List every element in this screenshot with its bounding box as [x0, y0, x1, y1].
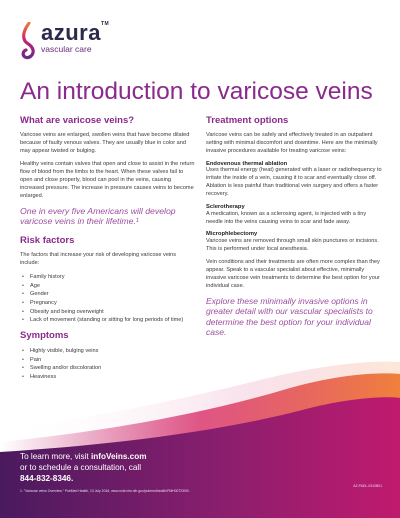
header: [20, 22, 109, 60]
footnote: 1. "Varicose veins Overview." PubMed Health, 13 July 2016, www.ncbi.nlm.nih.gov/pubmedhealth/PMH0072309/.: [20, 489, 190, 493]
right-column: [206, 111, 382, 346]
brand-tagline: vascular care: [41, 44, 92, 54]
document-code: AZ-PADL-0310B01: [353, 484, 382, 488]
risk-list: [20, 273, 195, 325]
what-paragraph-1: Varicose veins are enlarged, swollen veins that have become dilated because of faulty venous valves. They are usually blue in color and may appear twisted or bulging.: [20, 132, 190, 154]
treatment-3-text: Varicose veins are removed through small skin punctures or incisions. This is performed under local anesthesia.: [206, 237, 379, 252]
closing-paragraph: Vein conditions and their treatments are often more complex than they appear. Speak to a vascular specialist about effective, minimally invasive varicose vein treatments to determine the best option for your individual case.: [206, 258, 380, 289]
azura-logo-icon: [20, 22, 36, 60]
specialist-quote: Explore these minimally invasive options in greater detail with our vascular specialists to determine the best option for your individual case.: [206, 295, 373, 338]
list-item: • Pregnancy: [28, 299, 195, 308]
what-heading: What are varicose veins?: [20, 115, 135, 126]
treatment-2-title: Sclerotherapy: [206, 204, 245, 211]
treatment-intro: Varicose veins can be safely and effectively treated in an outpatient setting with minimal discomfort and downtime. Here are the minimally invasive procedures available for treating varicose veins:: [206, 132, 378, 154]
list-item: • Obesity and being overweight: [28, 308, 195, 317]
list-item: • Gender: [28, 290, 195, 299]
symptoms-heading: Symptoms: [20, 330, 69, 342]
what-paragraph-2: Healthy veins contain valves that open and close to assist in the return flow of blood from the limbs to the heart. When these valves fail to open and close properly, blood can pool in the veins, causing increased pressure. The increase in pressure causes veins to become enlarged.: [20, 160, 195, 199]
treatment-2-text: A medication, known as a sclerosing agent, is injected with a tiny needle into the veins causing veins to scar and fade away.: [206, 210, 367, 225]
list-item: • Swelling and/or discoloration: [28, 364, 195, 373]
page-title: An introduction to varicose veins: [20, 78, 373, 105]
call-to-action: [20, 452, 280, 484]
list-item: • Lack of movement (standing or sitting for long periods of time): [28, 316, 195, 325]
treatment-3-title: Microphlebectomy: [206, 231, 258, 238]
risk-heading: Risk factors: [20, 235, 75, 247]
treatment-1-title: Endovenous thermal ablation: [206, 160, 288, 167]
cta-text: To learn more, visit: [20, 452, 91, 461]
statistic-quote: One in every five Americans will develop varicose veins in their lifetime.¹: [20, 205, 176, 227]
list-item: • Heaviness: [28, 373, 195, 382]
cta-text: or to schedule a consultation, call: [20, 462, 142, 472]
treatment-heading: Treatment options: [206, 115, 289, 126]
left-column: [20, 111, 195, 387]
brand: [41, 22, 109, 54]
risk-intro: The factors that increase your risk of developing varicose veins include:: [20, 252, 177, 267]
list-item: • Highly visible, bulging veins: [28, 347, 195, 356]
treatment-1-text: Uses thermal energy (heat) generated with a laser or radiofrequency to irritate the inside of a vein, causing it to scar and eventually close off. Ablation is less painful than traditional vein surgery and offers a faster recovery.: [206, 167, 382, 198]
footer-wave-graphic: [0, 360, 400, 518]
list-item: • Pain: [28, 356, 195, 365]
list-item: • Family history: [28, 273, 195, 282]
website-link[interactable]: infoVeins.com: [90, 452, 147, 461]
phone-number[interactable]: 844-832-8346.: [20, 473, 74, 483]
trademark: TM: [100, 21, 110, 27]
brand-name: azura™: [41, 20, 110, 45]
list-item: • Age: [28, 282, 195, 291]
